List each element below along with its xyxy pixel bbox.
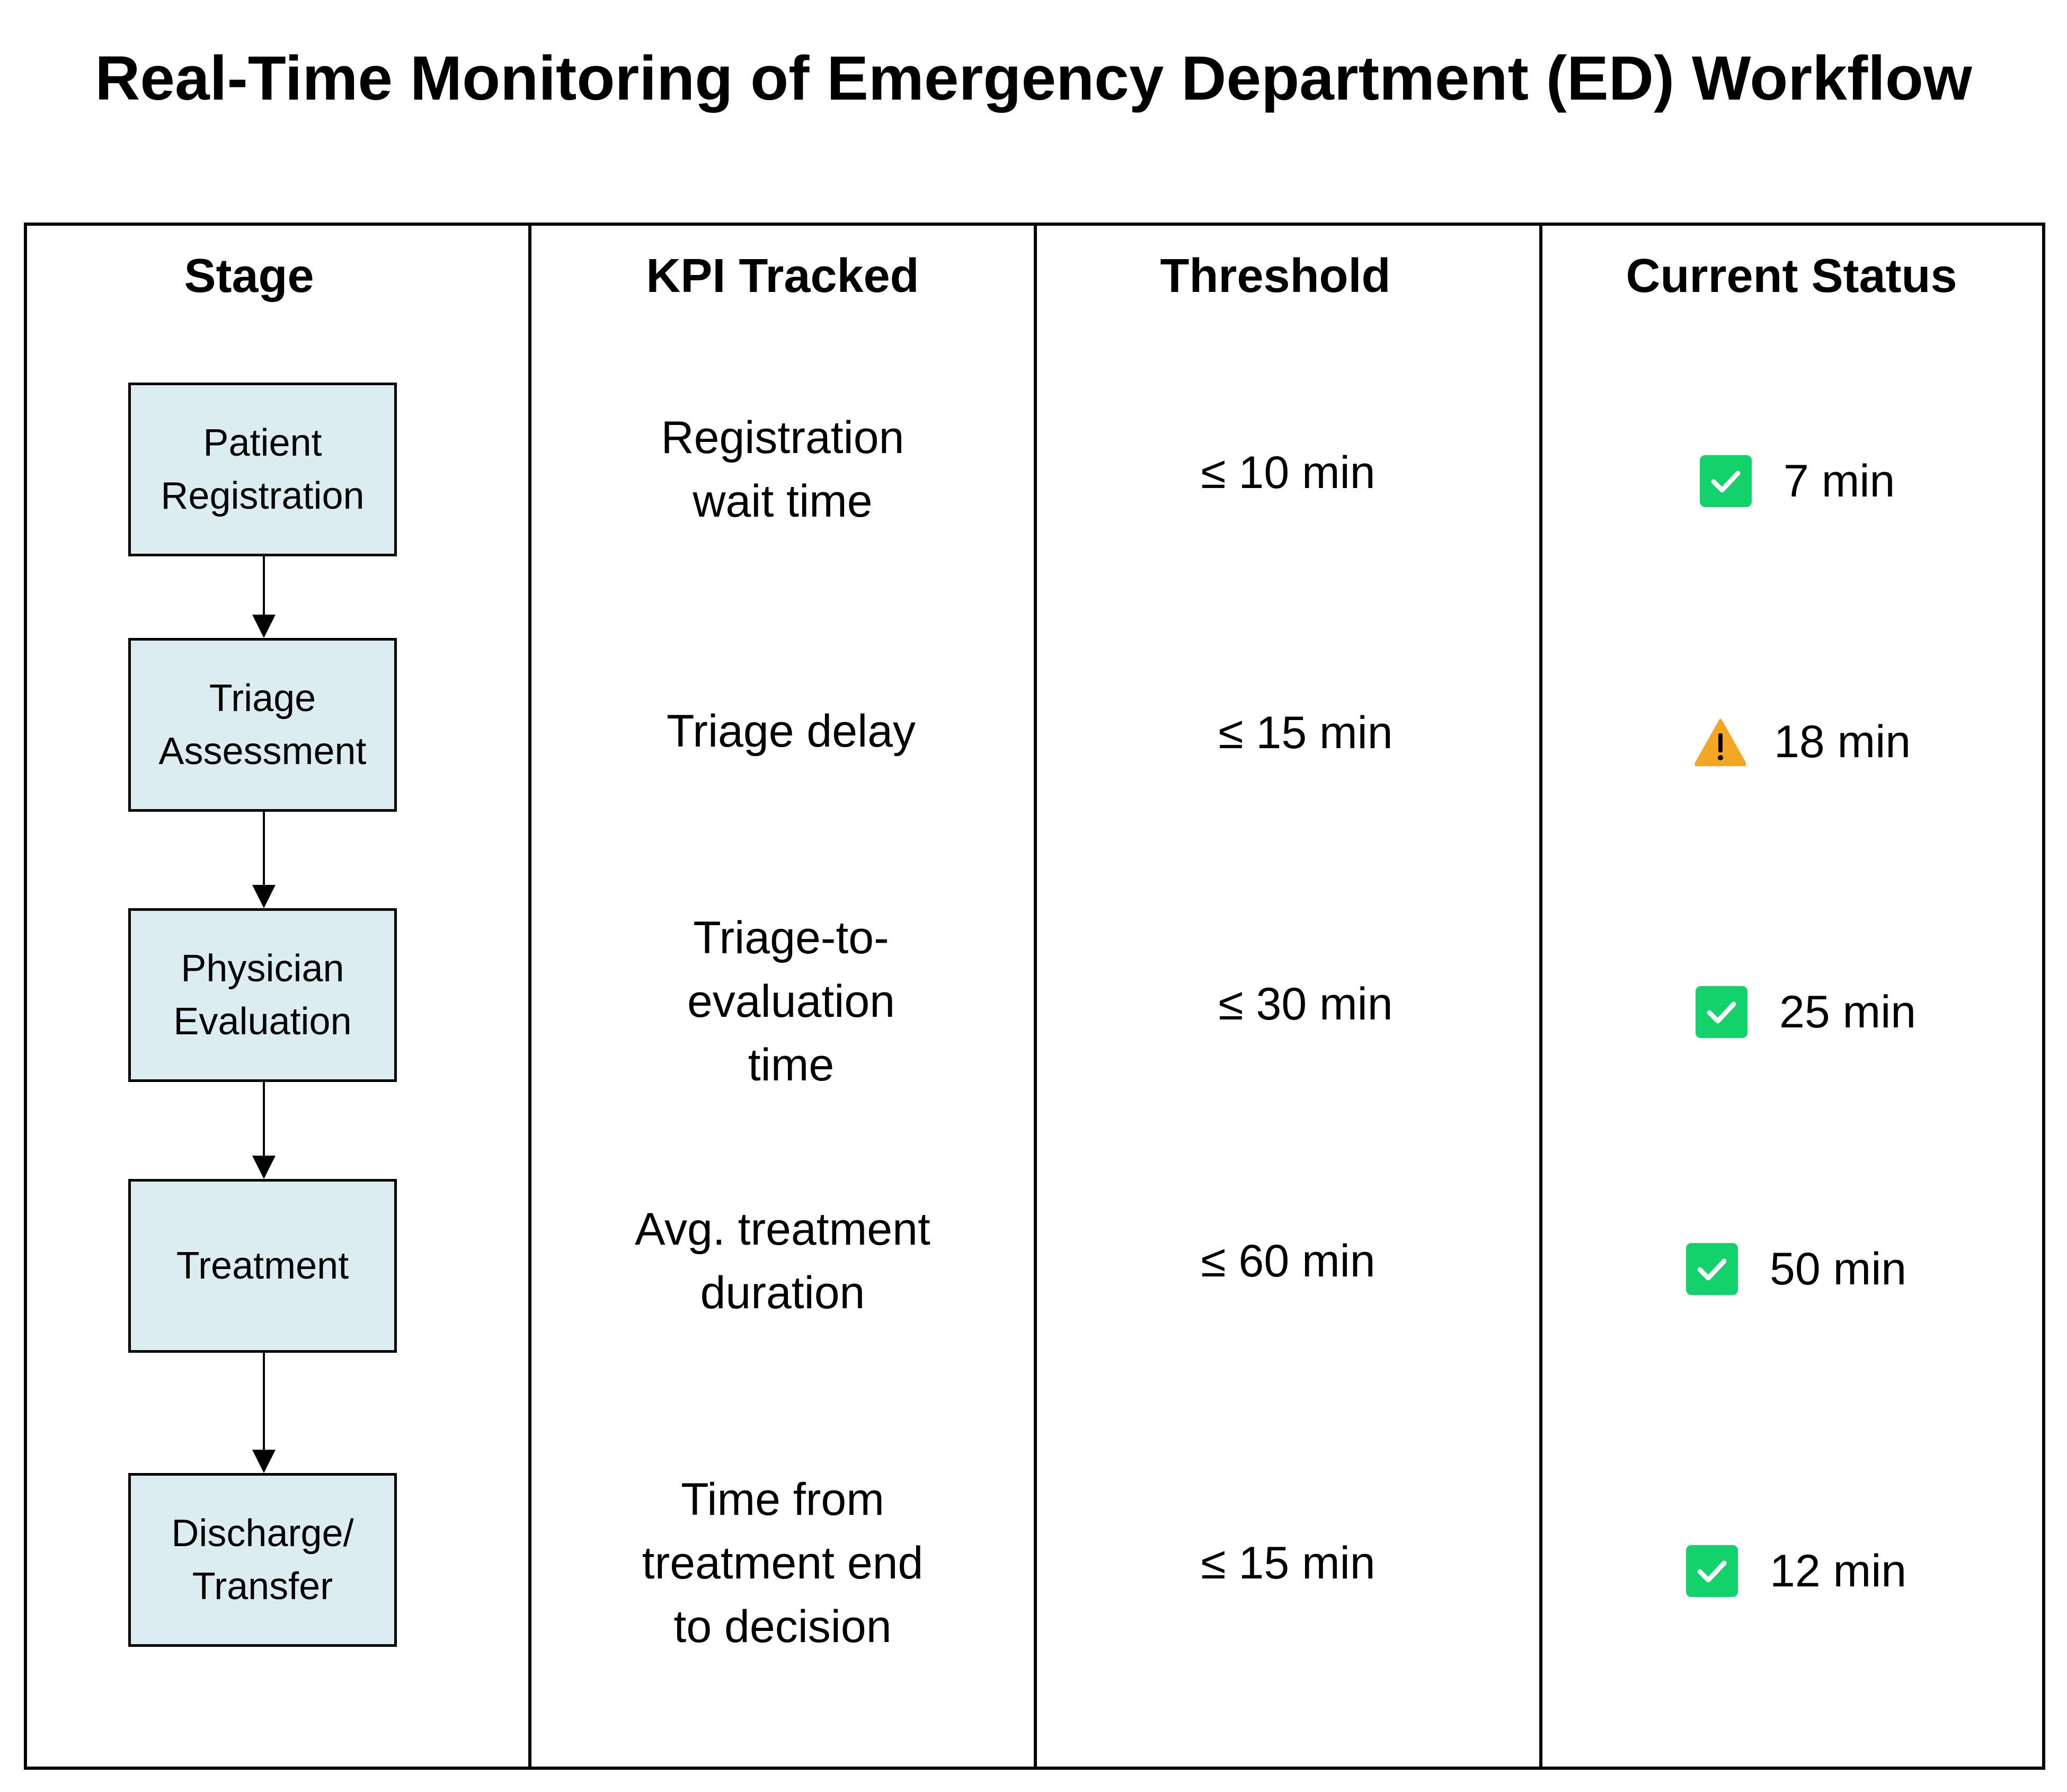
status-value: 18 min (1774, 716, 1911, 767)
status-triage (1693, 710, 1911, 774)
check-icon (1686, 1545, 1738, 1597)
flow-arrow-head (252, 615, 276, 638)
header-status: Current Status (1626, 250, 1957, 303)
kpi-treatment: Avg. treatment duration (635, 1204, 930, 1318)
flow-arrow-line (263, 812, 265, 885)
threshold-discharge: ≤ 15 min (1201, 1538, 1376, 1589)
kpi-discharge: Time from treatment end to decision (642, 1474, 924, 1652)
status-discharge (1686, 1539, 1906, 1603)
kpi-evaluation: Triage-to- evaluation time (687, 912, 895, 1090)
status-value: 12 min (1770, 1545, 1907, 1596)
status-evaluation (1696, 980, 1916, 1044)
flow-arrow-line (263, 556, 265, 615)
check-icon (1700, 455, 1752, 507)
stage-box-registration: Patient Registration (128, 383, 397, 556)
flow-arrow-line (263, 1353, 265, 1450)
warning-icon (1693, 717, 1747, 766)
status-treatment (1686, 1237, 1906, 1301)
header-threshold: Threshold (1160, 250, 1391, 303)
threshold-triage: ≤ 15 min (1218, 707, 1393, 758)
status-value: 25 min (1779, 986, 1917, 1037)
check-icon (1696, 986, 1747, 1038)
flow-arrow-line (263, 1082, 265, 1156)
threshold-evaluation: ≤ 30 min (1218, 979, 1393, 1030)
flow-arrow-head (252, 885, 276, 908)
header-kpi: KPI Tracked (646, 250, 919, 303)
stage-box-triage: Triage Assessment (128, 638, 397, 812)
threshold-registration: ≤ 10 min (1201, 447, 1376, 498)
threshold-treatment: ≤ 60 min (1201, 1236, 1376, 1287)
status-registration (1700, 449, 1895, 513)
kpi-registration: Registration wait time (661, 412, 904, 527)
header-stage: Stage (184, 250, 314, 303)
page-title: Real-Time Monitoring of Emergency Department (ED) Workflow (95, 43, 1972, 113)
stage-box-discharge: Discharge/ Transfer (128, 1473, 397, 1647)
status-value: 50 min (1770, 1243, 1907, 1294)
flow-arrow-head (252, 1156, 276, 1179)
flow-arrow-head (252, 1450, 276, 1473)
stage-box-evaluation: Physician Evaluation (128, 908, 397, 1082)
status-value: 7 min (1784, 455, 1895, 507)
check-icon (1686, 1243, 1738, 1295)
stage-box-treatment: Treatment (128, 1179, 397, 1353)
kpi-triage: Triage delay (666, 706, 916, 757)
